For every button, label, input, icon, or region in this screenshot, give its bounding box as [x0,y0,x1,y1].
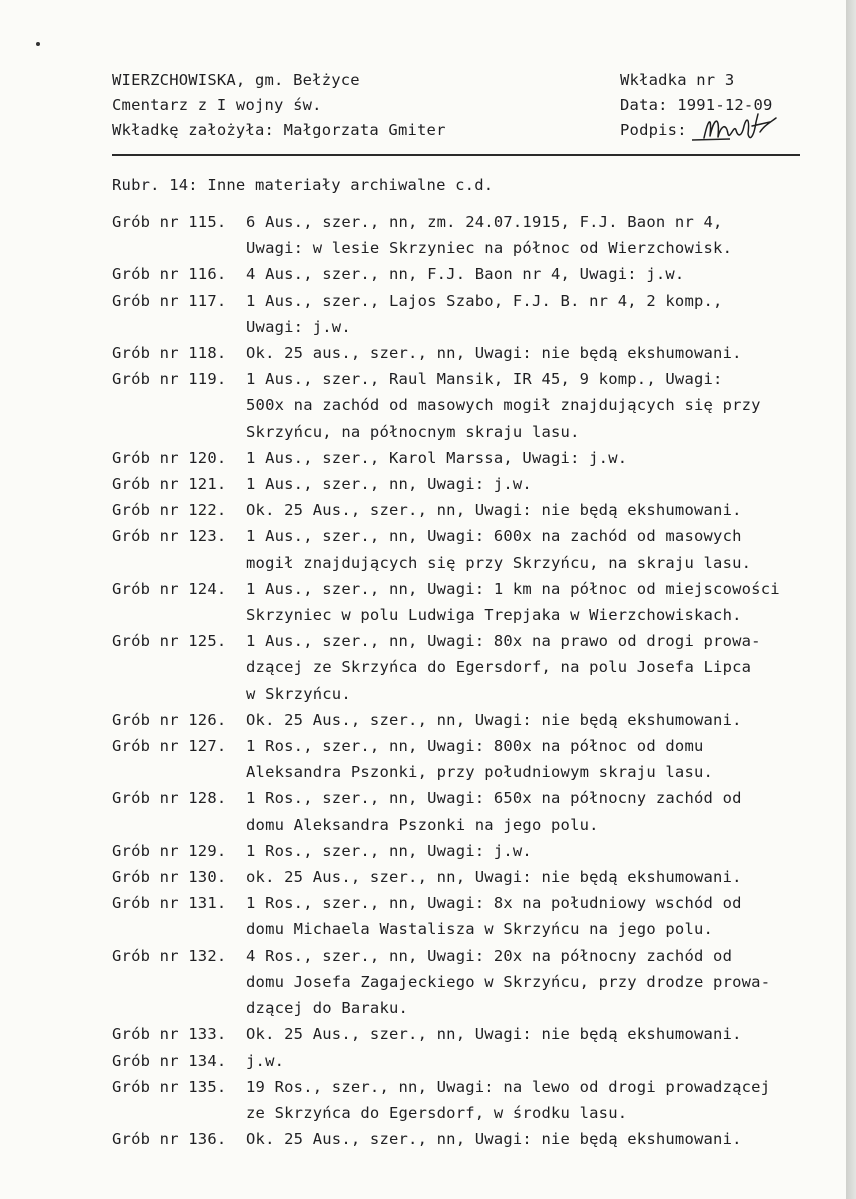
signature-row [620,118,773,143]
list-item [112,576,832,628]
header-divider [112,154,800,156]
grave-number: Grób nr 115. [112,213,227,231]
section-title: Rubr. 14: Inne materiały archiwalne c.d. [112,176,494,194]
header-left [112,68,446,143]
grave-number: Grób nr 126. [112,710,227,729]
list-item [112,890,832,942]
grave-description: 19 Ros., szer., nn, Uwagi: na lewo od drogi prowadzącej ze Skrzyńca do Egersdorf, w środku lasu. [246,1077,771,1122]
grave-number: Grób nr 119. [112,370,227,389]
grave-number: Grób nr 130. [112,868,227,887]
grave-description: 1 Aus., szer., nn, Uwagi: j.w. [246,475,532,494]
grave-description: 6 Aus., szer., nn, zm. 24.07.1915, F.J. Baon nr 4, Uwagi: w lesie Skrzyniec na północ od Wierzchowisk. [246,213,733,258]
grave-number: Grób nr 131. [112,894,227,913]
list-item [112,209,832,261]
location-line: WIERZCHOWISKA, gm. Bełżyce [112,71,360,89]
list-item [112,366,832,445]
grave-description: 1 Ros., szer., nn, Uwagi: j.w. [246,841,532,860]
list-item [112,864,832,890]
grave-number: Grób nr 129. [112,841,227,860]
grave-number: Grób nr 121. [112,475,227,494]
grave-number: Grób nr 132. [112,946,227,965]
list-item [112,523,832,575]
grave-description: 1 Aus., szer., nn, Uwagi: 1 km na północ od miejscowości Skrzyniec w polu Ludwiga Trepjaka w Wierzchowiskach. [246,579,780,625]
grave-number: Grób nr 120. [112,448,227,467]
grave-number: Grób nr 128. [112,789,227,808]
header-right [620,68,773,143]
grave-description: 1 Ros., szer., nn, Uwagi: 800x na północ od domu Aleksandra Pszonki, przy południowym skraju lasu. [246,737,714,782]
list-item [112,340,832,366]
grave-description: Ok. 25 Aus., szer., nn, Uwagi: nie będą ekshumowani. [246,710,742,729]
list-item [112,943,832,1022]
grave-description: j.w. [246,1051,285,1070]
date-line: Data: 1991-12-09 [620,96,773,114]
grave-description: 4 Ros., szer., nn, Uwagi: 20x na północny zachód od domu Josefa Zagajeckiego w Skrzyńcu, przy drodze prowa- dzącej do Baraku. [246,946,771,1018]
grave-number: Grób nr 122. [112,501,227,520]
list-item [112,838,832,864]
handwritten-signature [690,108,790,148]
grave-entries-list [112,209,832,1152]
grave-number: Grób nr 118. [112,344,227,363]
list-item [112,1126,832,1152]
grave-number: Grób nr 136. [112,1130,227,1149]
grave-description: Ok. 25 Aus., szer., nn, Uwagi: nie będą ekshumowani. [246,501,742,520]
insert-number: Wkładka nr 3 [620,71,735,89]
signature-label: Podpis: [620,121,687,139]
grave-number: Grób nr 127. [112,737,227,756]
list-item [112,497,832,523]
cemetery-line: Cmentarz z I wojny św. [112,96,322,114]
grave-description: 1 Aus., szer., nn, Uwagi: 600x na zachód od masowych mogił znajdujących się przy Skrzyńcu, na skraju lasu. [246,527,752,572]
list-item [112,785,832,837]
list-item [112,261,832,287]
grave-description: 1 Aus., szer., Karol Marssa, Uwagi: j.w. [246,448,628,467]
grave-number: Grób nr 116. [112,265,227,284]
grave-description: Ok. 25 aus., szer., nn, Uwagi: nie będą ekshumowani. [246,344,742,363]
grave-number: Grób nr 133. [112,1025,227,1044]
grave-number: Grób nr 124. [112,579,227,598]
list-item [112,445,832,471]
list-item [112,471,832,497]
grave-description: 4 Aus., szer., nn, F.J. Baon nr 4, Uwagi: j.w. [246,265,685,284]
grave-description: 1 Aus., szer., Lajos Szabo, F.J. B. nr 4, 2 komp., Uwagi: j.w. [246,291,723,336]
scanner-edge [846,0,856,1199]
grave-description: ok. 25 Aus., szer., nn, Uwagi: nie będą ekshumowani. [246,868,742,887]
grave-description: Ok. 25 Aus., szer., nn, Uwagi: nie będą ekshumowani. [246,1130,742,1149]
grave-number: Grób nr 134. [112,1051,227,1070]
list-item [112,288,832,340]
grave-description: 1 Ros., szer., nn, Uwagi: 650x na północny zachód od domu Aleksandra Pszonki na jego polu. [246,789,742,834]
list-item [112,1048,832,1074]
grave-number: Grób nr 117. [112,291,227,310]
list-item [112,1021,832,1047]
grave-description: 1 Aus., szer., Raul Mansik, IR 45, 9 komp., Uwagi: 500x na zachód od masowych mogił znajdujących się przy Skrzyńcu, na północnym skraju lasu. [246,370,761,441]
paper-mark [36,42,40,46]
grave-description: Ok. 25 Aus., szer., nn, Uwagi: nie będą ekshumowani. [246,1025,742,1044]
grave-description: 1 Aus., szer., nn, Uwagi: 80x na prawo od drogi prowa- dzącej ze Skrzyńca do Egersdorf, na polu Josefa Lipca w Skrzyńcu. [246,632,761,703]
list-item [112,628,832,707]
grave-number: Grób nr 135. [112,1077,227,1096]
grave-number: Grób nr 123. [112,527,227,546]
list-item [112,707,832,733]
grave-description: 1 Ros., szer., nn, Uwagi: 8x na południowy wschód od domu Michaela Wastalisza w Skrzyńcu na jego polu. [246,894,742,939]
list-item [112,733,832,785]
grave-number: Grób nr 125. [112,632,227,651]
author-line: Wkładkę założyła: Małgorzata Gmiter [112,121,446,139]
list-item [112,1074,832,1126]
